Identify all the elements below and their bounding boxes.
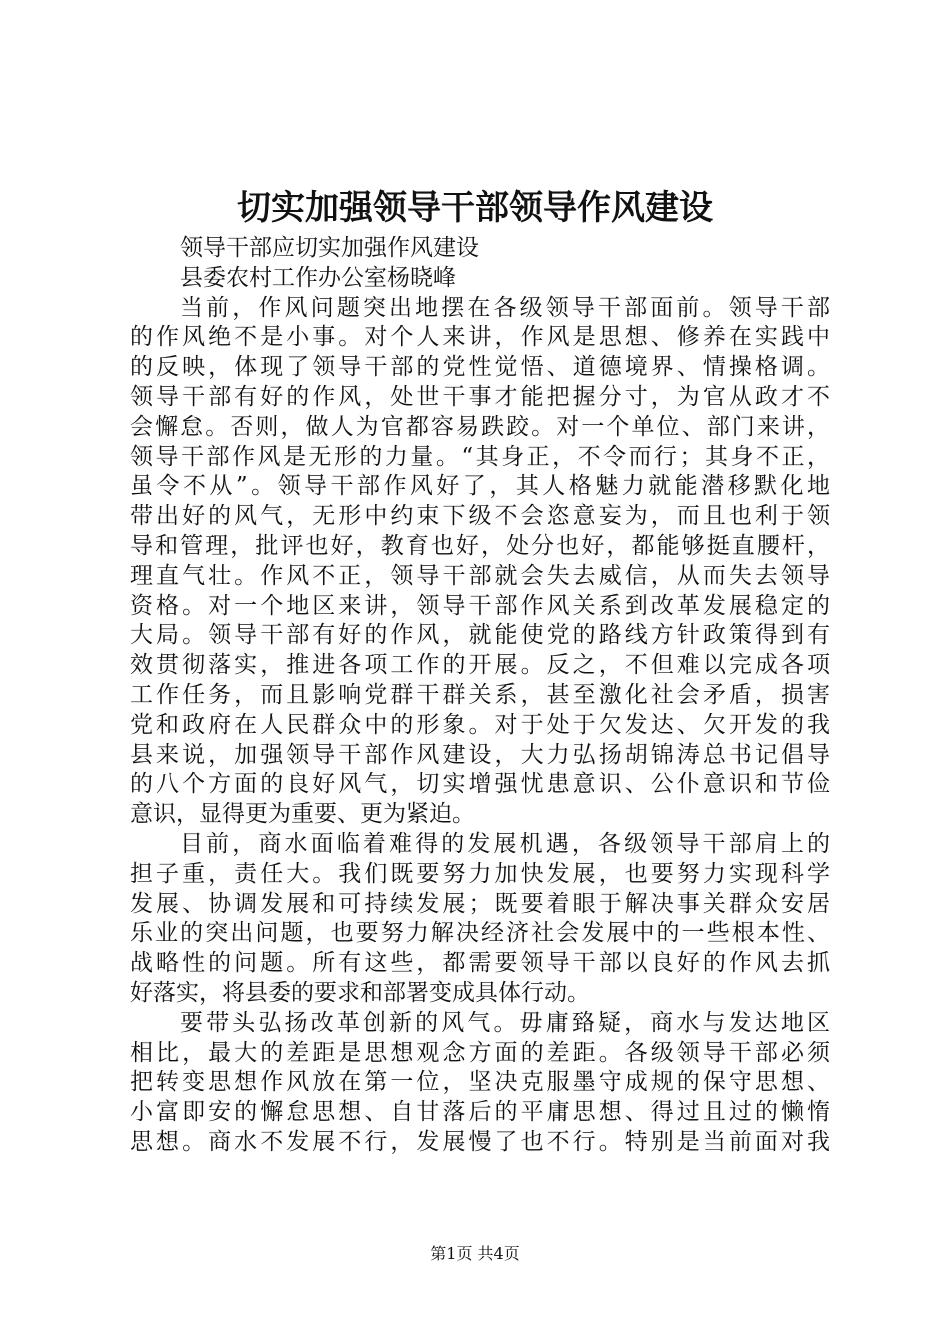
paragraph-line: 的作风绝不是小事。对个人来讲，作风是思想、修养在实践中	[130, 324, 830, 351]
page-number: 第1页 共4页	[430, 1244, 520, 1263]
subtitle-line: 领导干部应切实加强作风建设	[180, 235, 479, 261]
paragraph-line: 领导干部有好的作风，处世干事才能把握分寸，为官从政才不	[130, 383, 830, 410]
paragraph	[130, 1009, 830, 1158]
document-title: 切实加强领导干部领导作风建设	[237, 188, 713, 228]
paragraph-line: 大局。领导干部有好的作风，就能使党的路线方针政策得到有	[130, 622, 830, 649]
document-body	[130, 234, 830, 1158]
paragraph-line: 要带头弘扬改革创新的风气。毋庸臵疑，商水与发达地区	[180, 1009, 830, 1036]
paragraph-line: 乐业的突出问题，也要努力解决经济社会发展中的一些根本性、	[130, 920, 830, 947]
paragraph-line: 县来说，加强领导干部作风建设，大力弘扬胡锦涛总书记倡导	[130, 741, 830, 768]
paragraph-line: 虽令不从”。领导干部作风好了，其人格魅力就能潜移默化地	[130, 473, 830, 500]
paragraph-line: 意识，显得更为重要、更为紧迫。	[130, 801, 475, 828]
paragraph-line: 会懈怠。否则，做人为官都容易跌跤。对一个单位、部门来讲，	[130, 413, 830, 440]
paragraph-line: 思想。商水不发展不行，发展慢了也不行。特别是当前面对我	[130, 1128, 830, 1155]
paragraph-line: 导和管理，批评也好，教育也好，处分也好，都能够挺直腰杆，	[130, 532, 830, 559]
paragraph-line: 战略性的问题。所有这些，都需要领导干部以良好的作风去抓	[130, 950, 830, 977]
paragraph-line: 把转变思想作风放在第一位，坚决克服墨守成规的保守思想、	[130, 1069, 830, 1096]
paragraph-line: 的八个方面的良好风气，切实增强忧患意识、公仆意识和节俭	[130, 771, 830, 798]
paragraph-line: 当前，作风问题突出地摆在各级领导干部面前。领导干部	[180, 294, 830, 321]
paragraph-line: 相比，最大的差距是思想观念方面的差距。各级领导干部必须	[130, 1039, 830, 1066]
paragraph-line: 工作任务，而且影响党群干群关系，甚至激化社会矛盾，损害	[130, 681, 830, 708]
paragraph-line: 资格。对一个地区来讲，领导干部作风关系到改革发展稳定的	[130, 592, 830, 619]
paragraph-line: 发展、协调发展和可持续发展；既要着眼于解决事关群众安居	[130, 890, 830, 917]
paragraph-line: 效贯彻落实，推进各项工作的开展。反之，不但难以完成各项	[130, 652, 830, 679]
paragraph-line: 理直气壮。作风不正，领导干部就会失去威信，从而失去领导	[130, 562, 830, 589]
paragraph-line: 的反映，体现了领导干部的党性觉悟、道德境界、情操格调。	[130, 354, 830, 381]
paragraph-line: 目前，商水面临着难得的发展机遇，各级领导干部肩上的	[180, 830, 830, 857]
paragraph-line: 带出好的风气，无形中约束下级不会恣意妄为，而且也利于领	[130, 503, 830, 530]
paragraph	[130, 830, 830, 1009]
paragraph-line: 领导干部作风是无形的力量。“其身正，不令而行；其身不正，	[130, 443, 830, 470]
paragraph-line: 担子重，责任大。我们既要努力加快发展，也要努力实现科学	[130, 860, 830, 887]
paragraph	[130, 294, 830, 830]
paragraph-line: 小富即安的懈怠思想、自甘落后的平庸思想、得过且过的懒惰	[130, 1099, 830, 1126]
paragraph-line: 好落实，将县委的要求和部署变成具体行动。	[130, 979, 590, 1006]
author-line: 县委农村工作办公室杨晓峰	[180, 264, 456, 291]
paragraph-line: 党和政府在人民群众中的形象。对于处于欠发达、欠开发的我	[130, 711, 830, 738]
